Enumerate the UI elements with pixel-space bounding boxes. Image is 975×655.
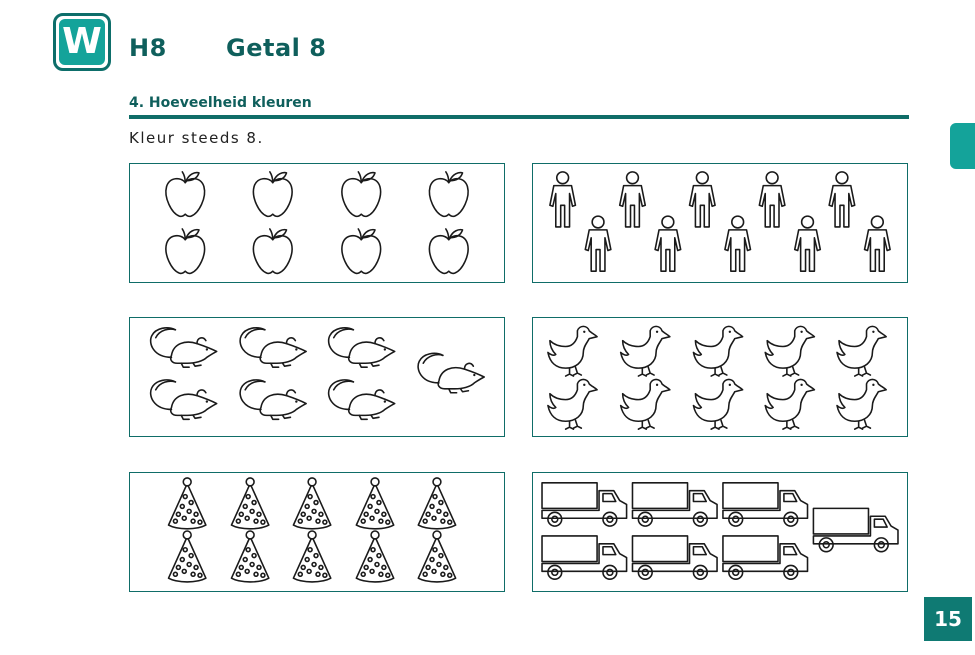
person-icon[interactable] bbox=[865, 216, 891, 271]
duck-icon[interactable] bbox=[621, 379, 670, 429]
duck-icon[interactable] bbox=[548, 379, 597, 429]
mouse-icon[interactable] bbox=[240, 328, 306, 367]
person-icon[interactable] bbox=[690, 172, 716, 227]
person-icon[interactable] bbox=[759, 172, 785, 227]
person-icon[interactable] bbox=[550, 172, 576, 227]
chapter-label: H8 bbox=[129, 34, 167, 62]
mouse-icon[interactable] bbox=[329, 380, 395, 419]
instruction-text: Kleur steeds 8. bbox=[129, 129, 264, 147]
duck-icon[interactable] bbox=[693, 326, 742, 376]
party-hat-icon[interactable] bbox=[418, 478, 455, 529]
duck-icon[interactable] bbox=[837, 326, 886, 376]
person-icon[interactable] bbox=[620, 172, 646, 227]
apple-icon[interactable] bbox=[253, 229, 292, 274]
apple-icon[interactable] bbox=[342, 172, 381, 217]
duck-icon[interactable] bbox=[837, 379, 886, 429]
mouse-icon[interactable] bbox=[151, 380, 217, 419]
exercise-trucks bbox=[532, 472, 908, 592]
page-title: Getal 8 bbox=[226, 34, 327, 62]
duck-icon[interactable] bbox=[548, 326, 597, 376]
party-hat-icon[interactable] bbox=[293, 478, 330, 529]
mouse-icon[interactable] bbox=[151, 328, 217, 367]
truck-icon[interactable] bbox=[723, 536, 808, 579]
truck-icon[interactable] bbox=[632, 483, 717, 526]
exercise-apples bbox=[129, 163, 505, 283]
exercise-party-hats bbox=[129, 472, 505, 592]
mouse-icon[interactable] bbox=[418, 353, 484, 392]
duck-icon[interactable] bbox=[765, 326, 814, 376]
apple-icon[interactable] bbox=[166, 172, 205, 217]
party-hat-icon[interactable] bbox=[356, 478, 393, 529]
person-icon[interactable] bbox=[655, 216, 681, 271]
party-hat-icon[interactable] bbox=[169, 531, 206, 582]
person-icon[interactable] bbox=[585, 216, 611, 271]
apple-icon[interactable] bbox=[166, 229, 205, 274]
party-hat-icon[interactable] bbox=[169, 478, 206, 529]
mouse-icon[interactable] bbox=[240, 380, 306, 419]
party-hat-icon[interactable] bbox=[356, 531, 393, 582]
person-icon[interactable] bbox=[725, 216, 751, 271]
truck-icon[interactable] bbox=[813, 508, 898, 551]
section-heading: 4. Hoeveelheid kleuren bbox=[129, 95, 312, 111]
party-hat-icon[interactable] bbox=[231, 478, 268, 529]
logo-letter: W bbox=[59, 19, 105, 65]
section-divider bbox=[129, 115, 909, 119]
apple-icon[interactable] bbox=[429, 229, 468, 274]
person-icon[interactable] bbox=[795, 216, 821, 271]
exercise-ducks bbox=[532, 317, 908, 437]
exercise-people bbox=[532, 163, 908, 283]
party-hat-icon[interactable] bbox=[418, 531, 455, 582]
apple-icon[interactable] bbox=[342, 229, 381, 274]
truck-icon[interactable] bbox=[542, 536, 627, 579]
party-hat-icon[interactable] bbox=[231, 531, 268, 582]
duck-icon[interactable] bbox=[693, 379, 742, 429]
apple-icon[interactable] bbox=[429, 172, 468, 217]
page-number: 15 bbox=[924, 597, 972, 641]
truck-icon[interactable] bbox=[723, 483, 808, 526]
person-icon[interactable] bbox=[829, 172, 855, 227]
truck-icon[interactable] bbox=[632, 536, 717, 579]
mouse-icon[interactable] bbox=[329, 328, 395, 367]
side-tab-marker bbox=[950, 123, 975, 169]
apple-icon[interactable] bbox=[253, 172, 292, 217]
exercise-mice bbox=[129, 317, 505, 437]
duck-icon[interactable] bbox=[765, 379, 814, 429]
method-logo bbox=[53, 13, 111, 71]
party-hat-icon[interactable] bbox=[293, 531, 330, 582]
duck-icon[interactable] bbox=[621, 326, 670, 376]
truck-icon[interactable] bbox=[542, 483, 627, 526]
